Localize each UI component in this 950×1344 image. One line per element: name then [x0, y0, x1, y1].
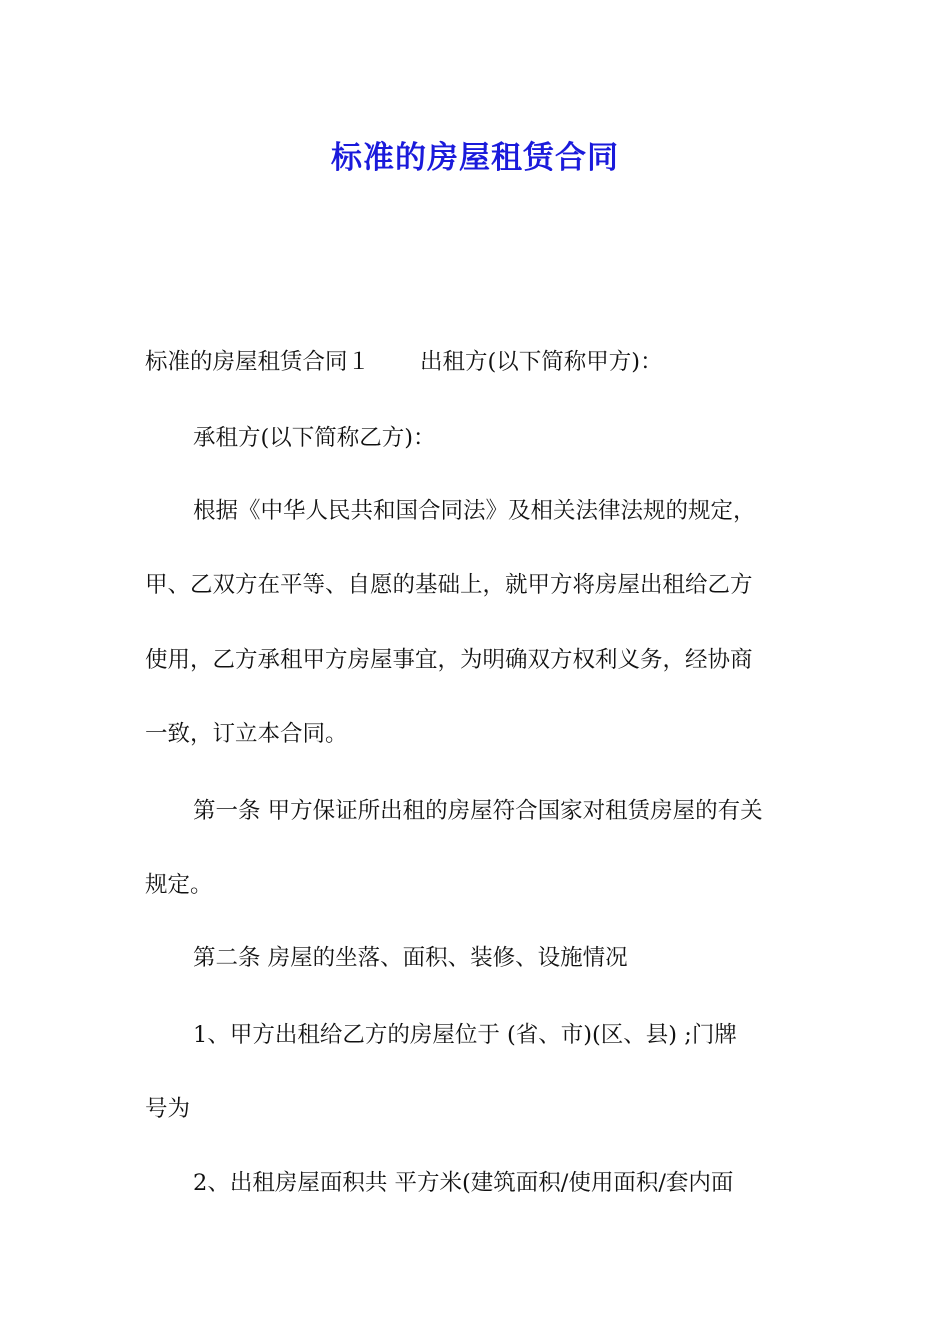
- paragraph-line-6: 一致，订立本合同。: [145, 721, 348, 747]
- article-2-heading: 第二条 房屋的坐落、面积、装修、设施情况: [193, 945, 628, 971]
- clause-1-line-2: 号为: [145, 1096, 191, 1122]
- clause-1-line-1: 1、甲方出租给乙方的房屋位于 (省、市)(区、县) ;门牌: [193, 1022, 737, 1048]
- article-1-line-1: 第一条 甲方保证所出租的房屋符合国家对租赁房屋的有关: [193, 798, 763, 824]
- paragraph-line-4: 甲、乙双方在平等、自愿的基础上，就甲方将房屋出租给乙方: [145, 572, 753, 598]
- paragraph-line-5: 使用，乙方承租甲方房屋事宜，为明确双方权利义务，经协商: [145, 647, 753, 673]
- article-1-line-2: 规定。: [145, 872, 213, 898]
- paragraph-line-3: 根据《中华人民共和国合同法》及相关法律法规的规定，: [193, 498, 756, 524]
- subtitle-text: 标准的房屋租赁合同１: [145, 349, 371, 375]
- lessee-label: 承租方(以下简称乙方)：: [193, 425, 436, 451]
- lessor-label: 出租方(以下简称甲方)：: [420, 349, 663, 375]
- clause-2-line-1: 2、出租房屋面积共 平方米(建筑面积/使用面积/套内面: [193, 1170, 734, 1196]
- paragraph-line-1: [145, 347, 815, 377]
- document-title: 标准的房屋租赁合同: [331, 140, 619, 176]
